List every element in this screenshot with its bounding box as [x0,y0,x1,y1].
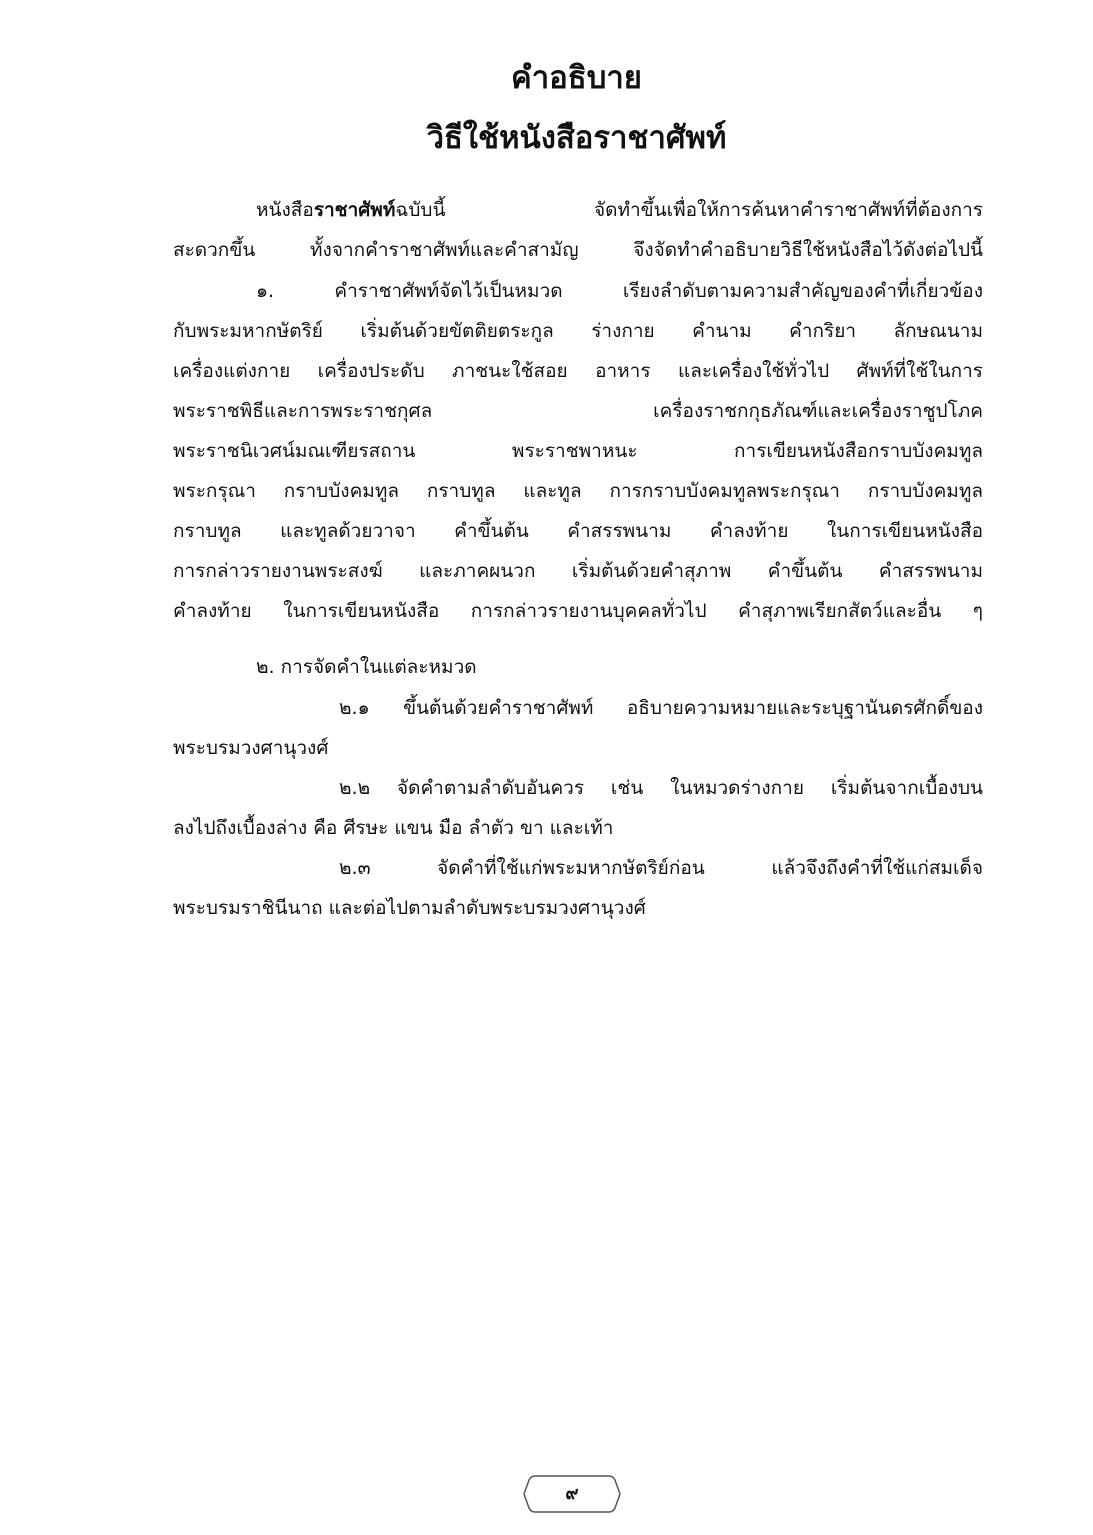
page-title: คำอธิบาย [511,60,642,96]
section1-line-5: พระราชนิเวศน์มณเฑียรสถาน พระราชพาหนะ การเขียนหนังสือกราบบังคมทูล [173,440,983,462]
section1-line-3: เครื่องแต่งกาย เครื่องประดับ ภาชนะใช้สอย อาหาร และเครื่องใช้ทั่วไป ศัพท์ที่ใช้ในการ [173,360,983,382]
section2-item2-line-1: ๒.๒ จัดคำตามลำดับอันควร เช่น ในหมวดร่างกาย เริ่มต้นจากเบื้องบน [339,777,983,799]
section2-item1-line-2: พระบรมวงศานุวงศ์ [173,737,329,759]
section1-line-8: การกล่าวรายงานพระสงฆ์ และภาคผนวก เริ่มต้นด้วยคำสุภาพ คำขึ้นต้น คำสรรพนาม [173,560,983,582]
page-number: ๙ [565,1483,579,1504]
section2-item3-line-2: พระบรมราชินีนาถ และต่อไปตามลำดับพระบรมวงศานุวงศ์ [173,897,646,919]
section1-line-4: พระราชพิธีและการพระราชกุศล เครื่องราชกกุธภัณฑ์และเครื่องราชูปโภค [173,400,983,422]
section1-line-7: กราบทูล และทูลด้วยวาจา คำขึ้นต้น คำสรรพนาม คำลงท้าย ในการเขียนหนังสือ [173,520,983,542]
section2-item3-line-1: ๒.๓ จัดคำที่ใช้แก่พระมหากษัตริย์ก่อน แล้วจึงถึงคำที่ใช้แก่สมเด็จ [339,857,983,879]
page-subtitle: วิธีใช้หนังสือราชาศัพท์ [426,120,727,156]
section2-item2-line-2: ลงไปถึงเบื้องล่าง คือ ศีรษะ แขน มือ ลำตัว ขา และเท้า [173,817,614,839]
section1-line-6: พระกรุณา กราบบังคมทูล กราบทูล และทูล การกราบบังคมทูลพระกรุณา กราบบังคมทูล [173,480,983,502]
intro-line-2: สะดวกขึ้น ทั้งจากคำราชาศัพท์และคำสามัญ จึงจัดทำคำอธิบายวิธีใช้หนังสือไว้ดังต่อไปนี้ [173,239,983,261]
section2-item1-line-1: ๒.๑ ขึ้นต้นด้วยคำราชาศัพท์ อธิบายความหมายและระบุฐานันดรศักดิ์ของ [339,697,983,719]
page-number-badge [521,1472,623,1516]
section1-line-1: ๑. คำราชาศัพท์จัดไว้เป็นหมวด เรียงลำดับตามความสำคัญของคำที่เกี่ยวข้อง [256,280,983,302]
intro-bold-term: ราชาศัพท์ [313,199,396,221]
section2-heading: ๒. การจัดคำในแต่ละหมวด [256,656,477,678]
intro-line-1: หนังสือราชาศัพท์ฉบับนี้ จัดทำขึ้นเพื่อให้การค้นหาคำราชาศัพท์ที่ต้องการ [256,199,983,221]
section1-line-2: กับพระมหากษัตริย์ เริ่มต้นด้วยขัตติยตระกูล ร่างกาย คำนาม คำกริยา ลักษณนาม [173,320,983,342]
section1-line-9: คำลงท้าย ในการเขียนหนังสือ การกล่าวรายงานบุคคลทั่วไป คำสุภาพเรียกสัตว์และอื่น ๆ [173,600,983,622]
